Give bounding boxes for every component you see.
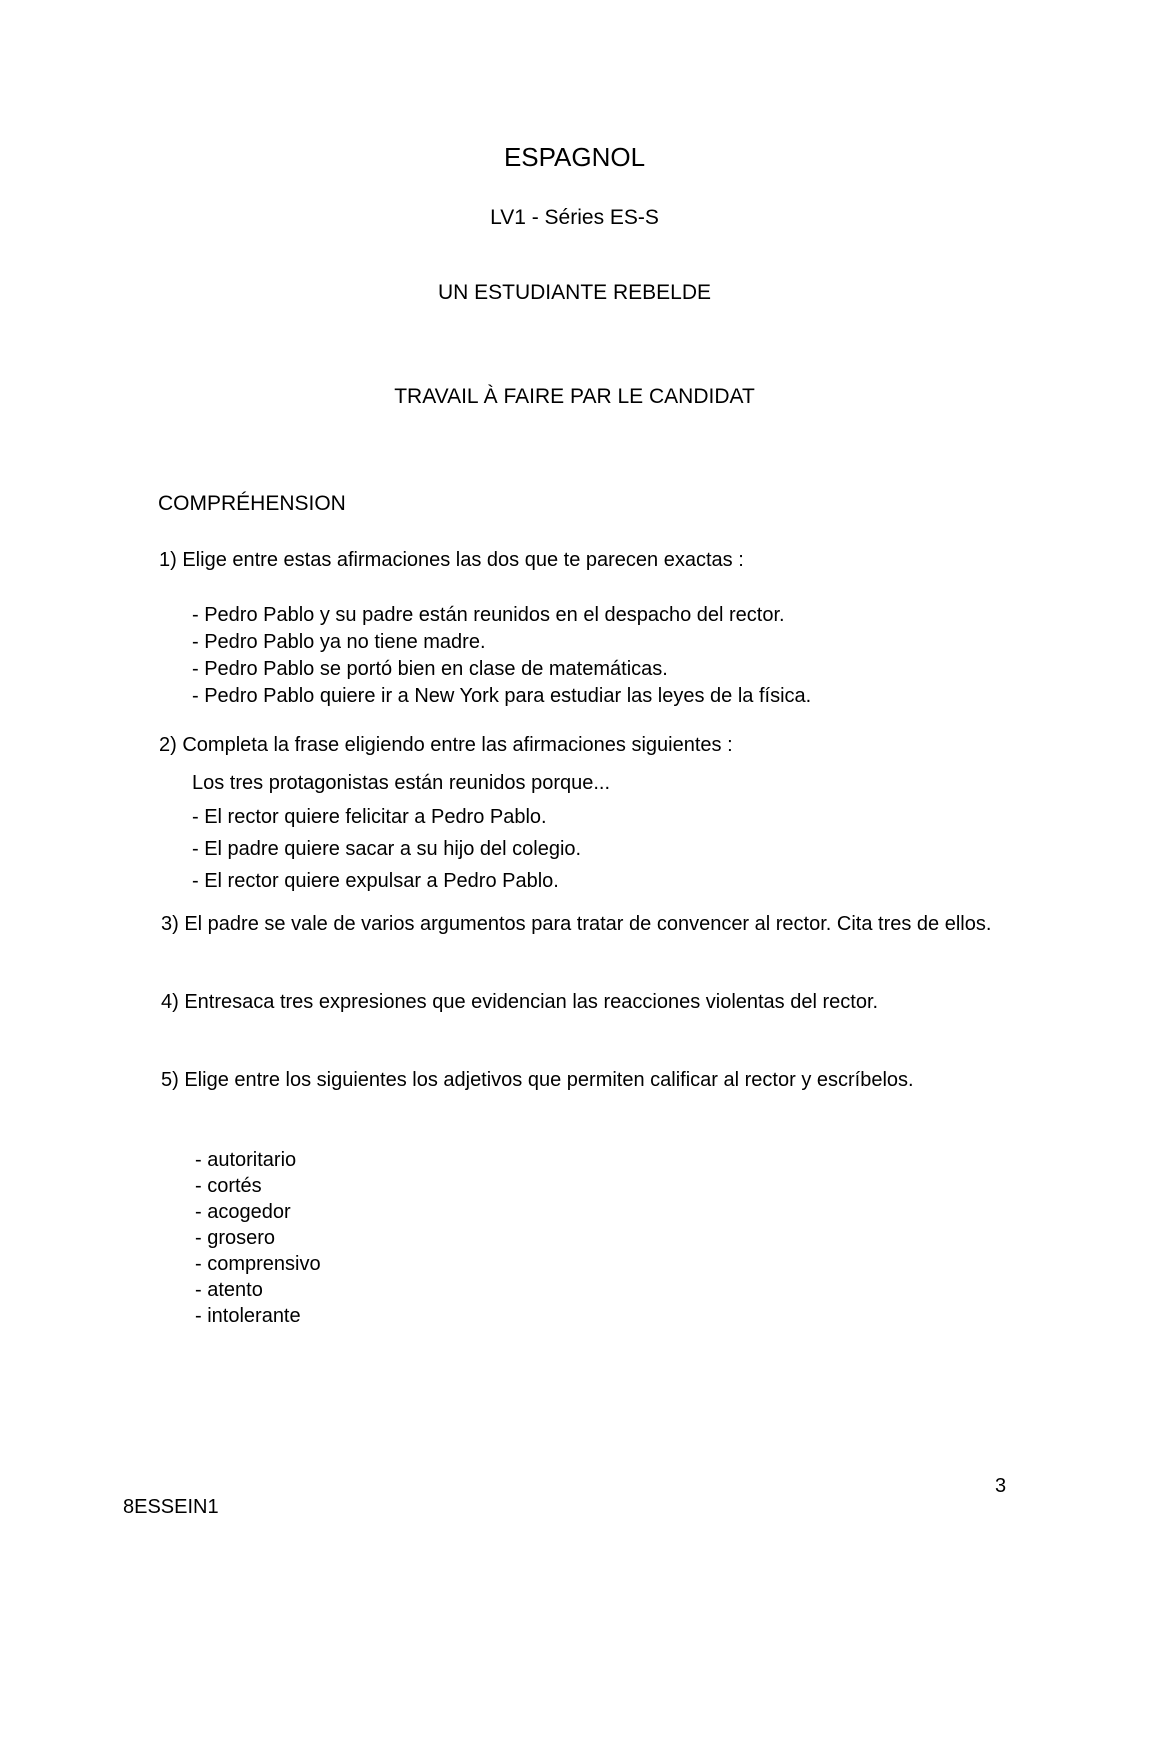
- question-1-option: - Pedro Pablo y su padre están reunidos en el despacho del rector.: [192, 604, 785, 626]
- adjective-option: - cortés: [195, 1175, 262, 1197]
- adjective-option: - acogedor: [195, 1201, 291, 1223]
- question-5-options: [195, 1147, 321, 1329]
- question-5-text: 5) Elige entre los siguientes los adjetivos que permiten calificar al rector y escríbelos.: [161, 1069, 914, 1091]
- series-label: LV1 - Séries ES-S: [490, 206, 659, 229]
- adjective-option: - atento: [195, 1279, 263, 1301]
- question-4-text: 4) Entresaca tres expresiones que evidencian las reacciones violentas del rector.: [161, 991, 879, 1013]
- question-2-options: [192, 801, 581, 897]
- question-1-prompt: 1) Elige entre estas afirmaciones las dos que te parecen exactas :: [159, 549, 744, 571]
- question-2-option: - El padre quiere sacar a su hijo del colegio.: [192, 838, 582, 860]
- task-heading: TRAVAIL À FAIRE PAR LE CANDIDAT: [394, 385, 755, 408]
- adjective-option: - grosero: [195, 1227, 276, 1249]
- adjective-option: - comprensivo: [195, 1253, 321, 1275]
- question-2-option: - El rector quiere expulsar a Pedro Pablo.: [192, 870, 559, 892]
- section-heading: COMPRÉHENSION: [158, 492, 346, 515]
- subject-title: ESPAGNOL: [503, 142, 646, 172]
- question-1-options: [192, 602, 811, 710]
- question-1-option: - Pedro Pablo ya no tiene madre.: [192, 631, 486, 653]
- question-2-stem: Los tres protagonistas están reunidos porque...: [192, 772, 611, 794]
- question-1-option: - Pedro Pablo se portó bien en clase de matemáticas.: [192, 658, 668, 680]
- question-2-prompt: 2) Completa la frase eligiendo entre las afirmaciones siguientes :: [159, 734, 733, 756]
- adjective-option: - autoritario: [195, 1149, 297, 1171]
- page-number: 3: [995, 1475, 1007, 1497]
- text-title: UN ESTUDIANTE REBELDE: [437, 281, 712, 304]
- adjective-option: - intolerante: [195, 1305, 301, 1327]
- question-3-text: 3) El padre se vale de varios argumentos para tratar de convencer al rector. Cita tres de ellos.: [161, 913, 992, 935]
- question-1-option: - Pedro Pablo quiere ir a New York para estudiar las leyes de la física.: [192, 685, 812, 707]
- question-2-option: - El rector quiere felicitar a Pedro Pablo.: [192, 806, 547, 828]
- document-code: 8ESSEIN1: [123, 1496, 219, 1518]
